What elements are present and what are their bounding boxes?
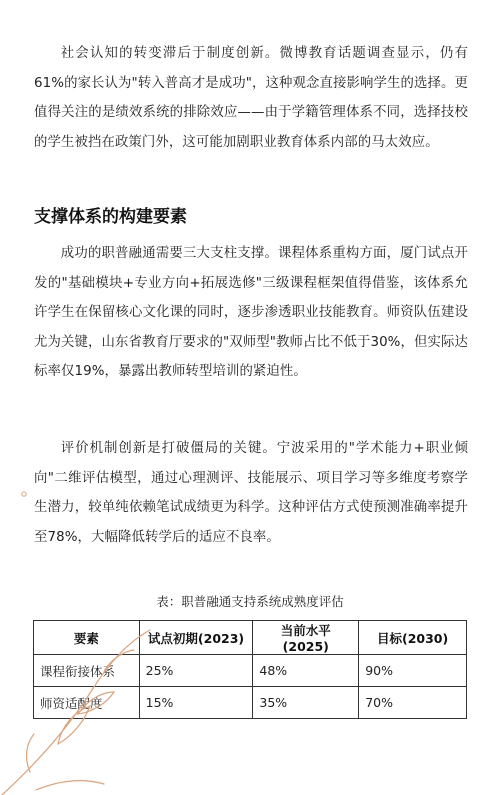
table-cell: 35% bbox=[253, 687, 359, 719]
paragraph-social-perception: 社会认知的转变滞后于制度创新。微博教育话题调查显示，仍有61%的家长认为"转入普高才是成功"，这种观念直接影响学生的选择。更值得关注的是绩效系统的排除效应——由于学籍管理体系不同，选择技校的学生被挡在政策门外，这可能加剧职业教育体系内部的马太效应。 bbox=[34, 46, 468, 150]
decorative-dot bbox=[22, 492, 26, 496]
paragraph-evaluation-mechanism: 评价机制创新是打破僵局的关键。宁波采用的"学术能力+职业倾向"二维评估模型，通过心理测评、技能展示、项目学习等多维度考察学生潜力，较单纯依赖笔试成绩更为科学。这种评估方式使预测准确率提升至78%，大幅降低转学后的适应不良率。 bbox=[34, 441, 468, 545]
table-header-row bbox=[34, 621, 467, 655]
column-header-target-2030: 目标(2030) bbox=[359, 621, 467, 655]
maturity-assessment-table bbox=[33, 620, 467, 719]
table-cell: 48% bbox=[253, 655, 359, 687]
table-cell: 90% bbox=[359, 655, 467, 687]
column-header-current-2025: 当前水平(2025) bbox=[253, 621, 359, 655]
column-header-pilot-2023: 试点初期(2023) bbox=[139, 621, 253, 655]
table-cell: 课程衔接体系 bbox=[34, 655, 140, 687]
table-cell: 师资适配度 bbox=[34, 687, 140, 719]
table-cell: 25% bbox=[139, 655, 253, 687]
table-cell: 15% bbox=[139, 687, 253, 719]
table-row bbox=[34, 655, 467, 687]
column-header-element: 要素 bbox=[34, 621, 140, 655]
table-caption: 表：职普融通支持系统成熟度评估 bbox=[156, 594, 344, 609]
table-cell: 70% bbox=[359, 687, 467, 719]
table-row bbox=[34, 687, 467, 719]
section-heading: 支撑体系的构建要素 bbox=[34, 207, 187, 227]
paragraph-support-pillars: 成功的职普融通需要三大支柱支撑。课程体系重构方面，厦门试点开发的"基础模块+专业方向+拓展选修"三级课程框架值得借鉴，该体系允许学生在保留核心文化课的同时，逐步渗透职业技能教育。师资队伍建设尤为关键，山东省教育厅要求的"双师型"教师占比不低于30%，但实际达标率仅19%，暴露出教师转型培训的紧迫性。 bbox=[34, 246, 468, 380]
